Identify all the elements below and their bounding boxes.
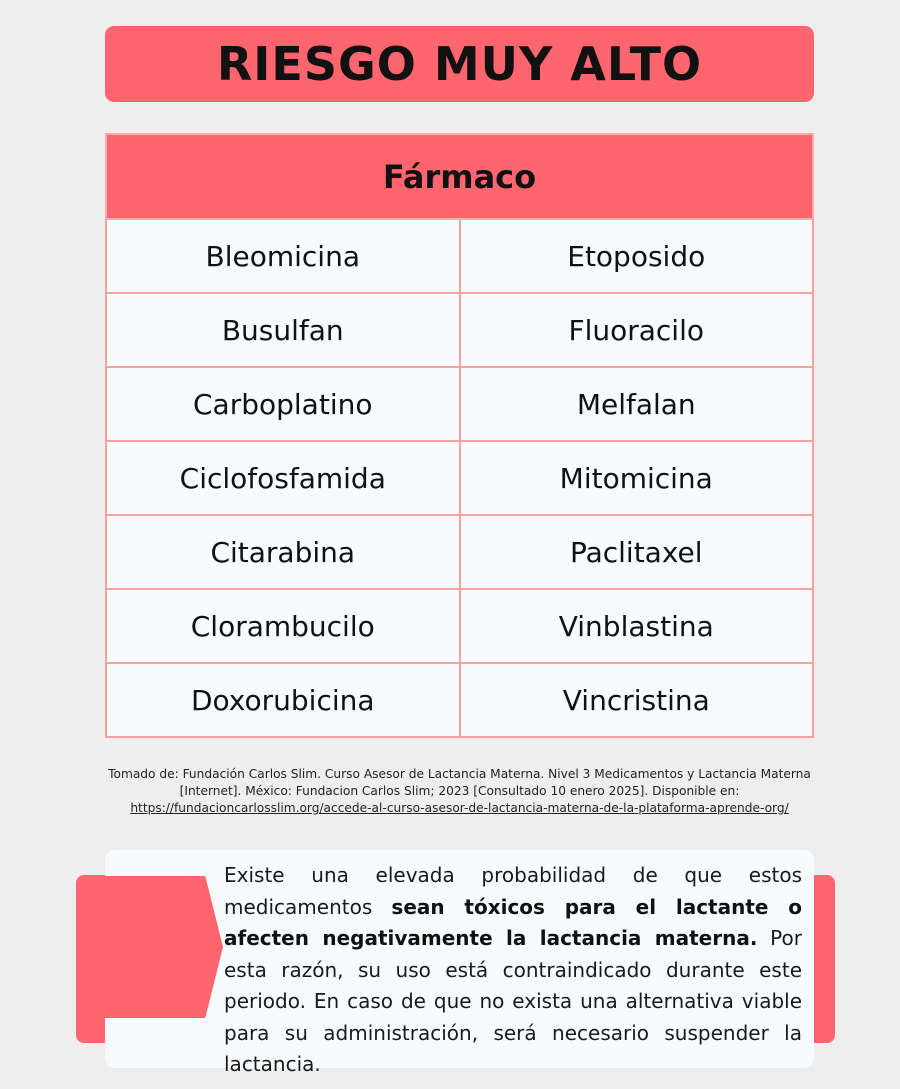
table-row [106,219,813,293]
table-cell: Mitomicina [460,441,814,515]
note-text-bold: sean tóxicos para el lactante o afecten negativamente la lactancia materna. [224,894,802,950]
table-cell: Paclitaxel [460,515,814,589]
table-cell: Carboplatino [106,367,460,441]
table-cell: Busulfan [106,293,460,367]
page-title: RIESGO MUY ALTO [216,37,703,91]
table-header-row [106,134,813,219]
table-row [106,367,813,441]
table-cell: Vinblastina [460,589,814,663]
title-banner [105,26,814,102]
source-text: Tomado de: Fundación Carlos Slim. Curso Asesor de Lactancia Materna. Nivel 3 Medicamentos y Lactancia Materna [Internet]. México: Fundacion Carlos Slim; 2023 [Consultado 10 enero 2025]. Disponible en: [108,767,811,798]
table-cell: Citarabina [106,515,460,589]
note-text-part2: Por esta razón, su uso está contraindicado durante este periodo. En caso de que no exista una alternativa viable para su administración, será necesario suspender la lactancia. [224,926,802,1076]
table-cell: Bleomicina [106,219,460,293]
table-cell: Vincristina [460,663,814,737]
drug-table [105,133,814,738]
table-row [106,293,813,367]
table-row [106,663,813,737]
table-cell: Clorambucilo [106,589,460,663]
table-cell: Etoposido [460,219,814,293]
arrow-decoration [105,876,223,1018]
table-row [106,589,813,663]
table-row [106,515,813,589]
source-link[interactable]: https://fundacioncarlosslim.org/accede-al-curso-asesor-de-lactancia-materna-de-la-plataforma-aprende-org/ [130,801,789,815]
table-row [106,441,813,515]
source-citation [105,766,814,817]
table-header: Fármaco [106,134,813,219]
table-cell: Melfalan [460,367,814,441]
table-cell: Fluoracilo [460,293,814,367]
table-cell: Ciclofosfamida [106,441,460,515]
note-text-part1: Existe una elevada probabilidad de que estos medicamentos [224,863,802,919]
note-text [224,860,802,1081]
table-cell: Doxorubicina [106,663,460,737]
